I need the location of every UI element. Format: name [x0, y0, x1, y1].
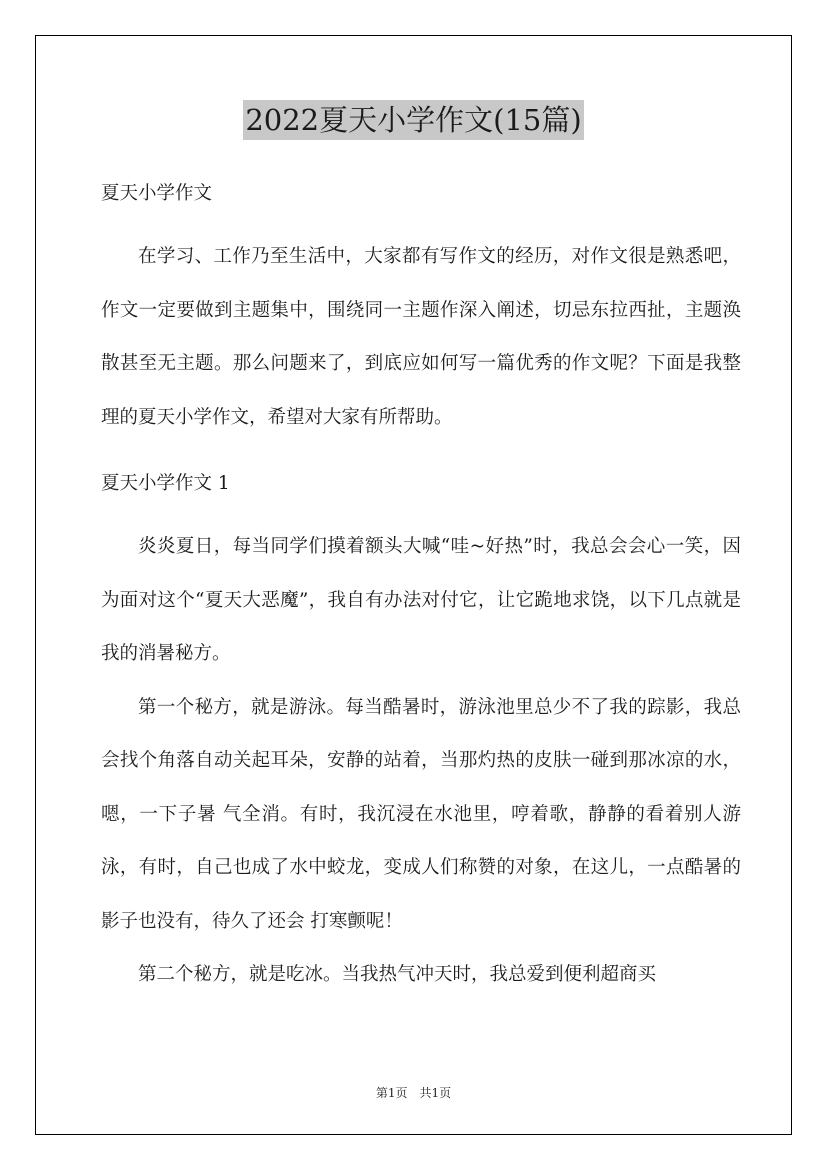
page-number-footer: 第1页 共1页	[375, 1086, 452, 1100]
essay-paragraph: 第二个秘方，就是吃冰。当我热气冲天时，我总爱到便利超商买	[138, 964, 657, 985]
section-heading-essay-1: 夏天小学作文 1	[101, 473, 230, 494]
spacer	[101, 444, 741, 466]
document-title: 2022夏天小学作文(15篇)	[243, 100, 583, 140]
essay-paragraph: 第一个秘方，就是游泳。每当酷暑时，游泳池里总少不了我的踪影，我总会找个角落自动关起耳朵，安静的站着，当那灼热的皮肤一碰到那冰凉的水，嗯，一下子暑 气全消。有时，我沉浸在水池里，哼着歌，静静的看着别人游泳，有时，自己也成了水中蛟龙，变成人们称赞的对象，在这儿，一点酷暑的影子也没有，待久了还会 打寒颤呢！	[101, 696, 741, 932]
title-container	[0, 100, 827, 140]
essay-paragraph: 炎炎夏日，每当同学们摸着额头大喊“哇~好热”时，我总会会心一笑，因为面对这个“夏天大恶魔”，我自有办法对付它，让它跪地求饶，以下几点就是我的消暑秘方。	[101, 536, 741, 664]
document-body	[101, 176, 741, 1002]
section-heading: 夏天小学作文	[101, 183, 213, 204]
intro-paragraph: 在学习、工作乃至生活中，大家都有写作文的经历，对作文很是熟悉吧，作文一定要做到主题集中，围绕同一主题作深入阐述，切忌东拉西扯，主题涣散甚至无主题。那么问题来了，到底应如何写一篇优秀的作文呢？下面是我整理的夏天小学作文，希望对大家有所帮助。	[101, 246, 741, 428]
